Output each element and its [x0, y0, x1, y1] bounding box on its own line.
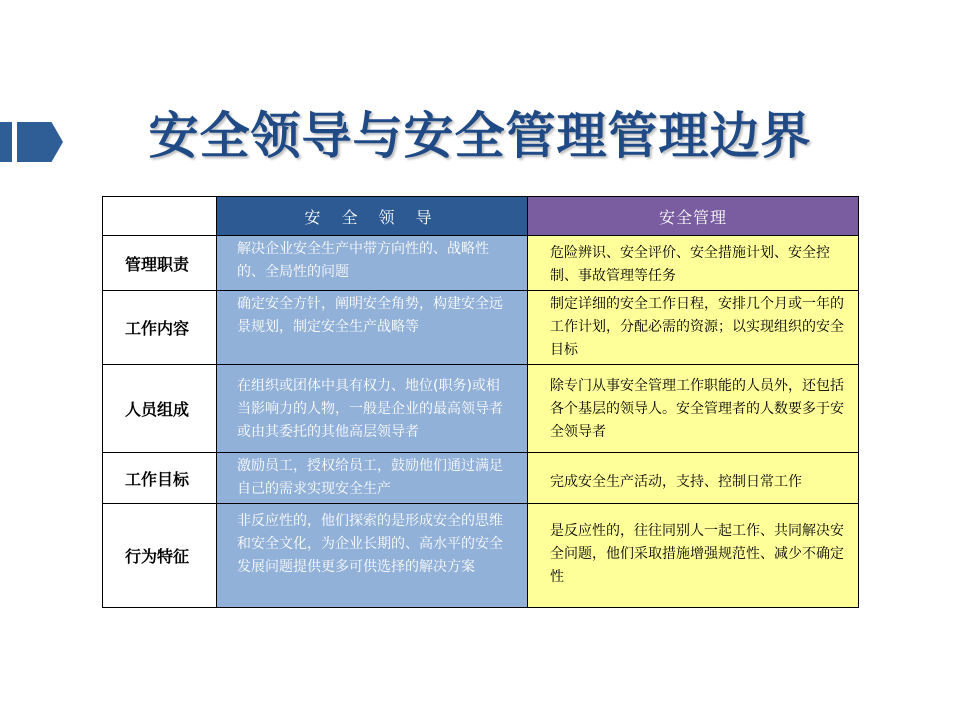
row-label: 行为特征	[103, 504, 217, 608]
management-cell	[528, 365, 859, 453]
header-leadership: 安 全 领 导	[217, 197, 528, 236]
table-row	[103, 365, 859, 453]
row-label: 工作目标	[103, 453, 217, 504]
table-row	[103, 453, 859, 504]
leadership-cell	[217, 291, 528, 365]
management-cell	[528, 236, 859, 291]
management-text: 除专门从事安全管理工作职能的人员外，还包括各个基层的领导人。安全管理者的人数要多于安全领导者	[550, 378, 844, 440]
leadership-text: 非反应性的，他们探索的是形成安全的思维和安全文化，为企业长期的、高水平的安全发展问题提供更多可供选择的解决方案	[237, 513, 503, 575]
leadership-cell	[217, 236, 528, 291]
header-corner-cell	[103, 197, 217, 236]
leadership-cell	[217, 365, 528, 453]
table-row	[103, 291, 859, 365]
row-label: 人员组成	[103, 365, 217, 453]
management-cell	[528, 453, 859, 504]
header-management: 安全管理	[528, 197, 859, 236]
table-row	[103, 504, 859, 608]
leadership-text: 在组织或团体中具有权力、地位(职务)或相当影响力的人物，一般是企业的最高领导者或由其委托的其他高层领导者	[237, 378, 503, 440]
row-label: 管理职责	[103, 236, 217, 291]
leadership-cell	[217, 504, 528, 608]
management-cell	[528, 504, 859, 608]
page-title: 安全领导与安全管理管理边界	[148, 106, 812, 165]
management-text: 危险辨识、安全评价、安全措施计划、安全控制、事故管理等任务	[550, 245, 830, 284]
management-text: 是反应性的，往往同别人一起工作、共同解决安全问题，他们采取措施增强规范性、减少不确定性	[550, 523, 844, 585]
leadership-text: 解决企业安全生产中带方向性的、战略性的、全局性的问题	[237, 241, 489, 280]
row-label: 工作内容	[103, 291, 217, 365]
leadership-text: 确定安全方针，阐明安全角势，构建安全远景规划，制定安全生产战略等	[237, 296, 503, 335]
leadership-text: 激励员工，授权给员工，鼓励他们通过满足自己的需求实现安全生产	[237, 458, 503, 497]
table-row	[103, 236, 859, 291]
management-text: 完成安全生产活动，支持、控制日常工作	[550, 474, 802, 490]
comparison-table	[102, 196, 859, 608]
table-header-row	[103, 197, 859, 236]
leadership-cell	[217, 453, 528, 504]
management-cell	[528, 291, 859, 365]
management-text: 制定详细的安全工作日程，安排几个月或一年的工作计划，分配必需的资源；以实现组织的安全目标	[550, 296, 844, 358]
